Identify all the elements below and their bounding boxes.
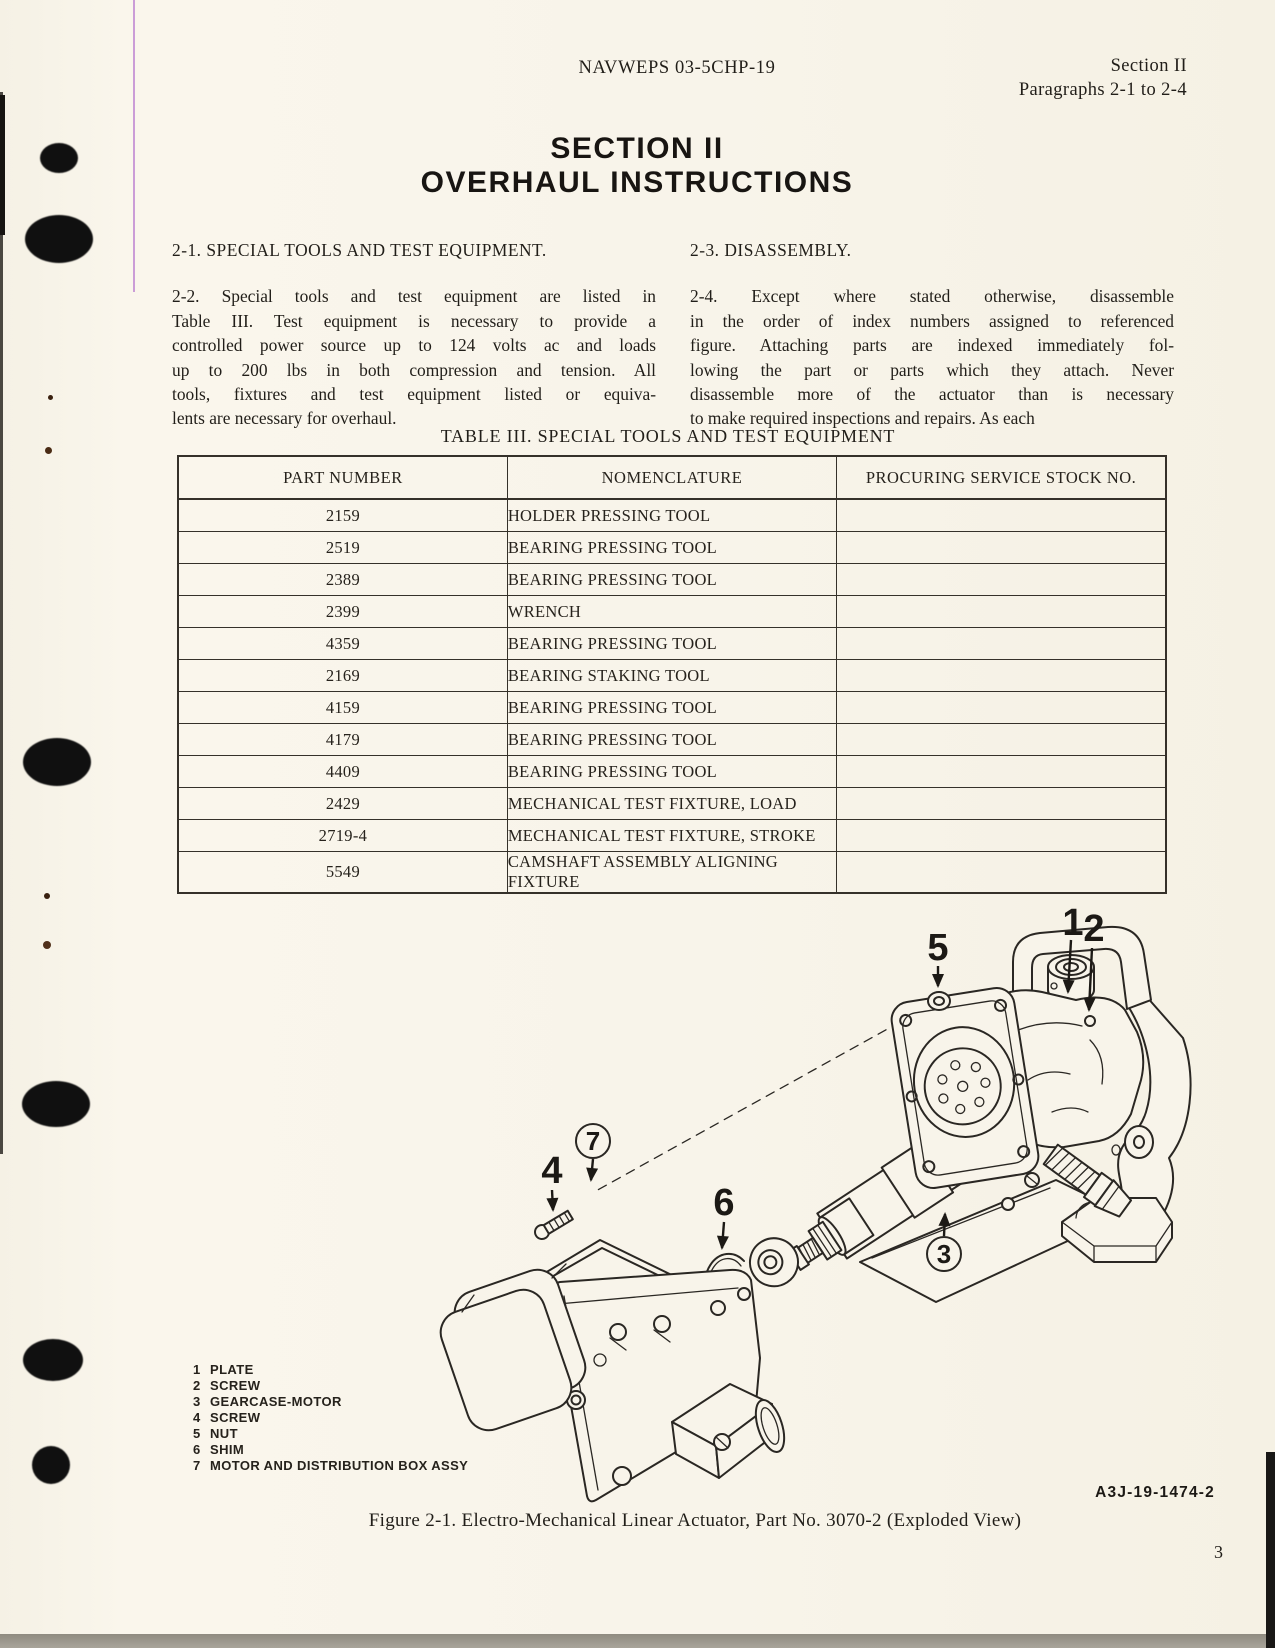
- part-number-cell: 2429: [178, 788, 507, 820]
- table-header-row: [178, 456, 1166, 499]
- scan-edge-mark: [0, 92, 3, 1154]
- paragraph-range: Paragraphs 2-1 to 2-4: [1018, 80, 1187, 100]
- nomenclature-cell: BEARING PRESSING TOOL: [507, 692, 836, 724]
- stock-no-cell: [837, 596, 1166, 628]
- legend-item-number: 3: [193, 1394, 201, 1409]
- legend-item: [193, 1458, 468, 1474]
- paragraph-line: Table III. Test equipment is necessary to provide a: [172, 310, 656, 331]
- legend-item-label: SHIM: [210, 1442, 245, 1457]
- legend-item-number: 4: [193, 1410, 201, 1425]
- screw-drawing: [532, 1209, 573, 1242]
- legend-item: [193, 1442, 468, 1458]
- table-title: TABLE III. SPECIAL TOOLS AND TEST EQUIPMENT: [440, 426, 896, 446]
- nomenclature-cell: BEARING PRESSING TOOL: [507, 564, 836, 596]
- part-number-cell: 2519: [178, 532, 507, 564]
- table-row: [178, 788, 1166, 820]
- part-number-cell: 2719-4: [178, 820, 507, 852]
- paragraph-line: up to 200 lbs in both compression and tension. All: [172, 359, 656, 380]
- section-title-line2: OVERHAUL INSTRUCTIONS: [420, 166, 854, 199]
- nut-drawing: [928, 992, 950, 1010]
- binder-hole-mark: [25, 215, 93, 263]
- document-number: NAVWEPS 03-5CHP-19: [578, 58, 776, 78]
- table-row: [178, 724, 1166, 756]
- special-tools-table: [177, 455, 1167, 894]
- part-number-cell: 2169: [178, 660, 507, 692]
- stock-no-cell: [837, 756, 1166, 788]
- left-column: [172, 238, 656, 431]
- nomenclature-cell: BEARING PRESSING TOOL: [507, 724, 836, 756]
- scan-bottom-edge: [0, 1634, 1275, 1648]
- part-number-cell: 2399: [178, 596, 507, 628]
- paragraph-2-2: [172, 284, 656, 430]
- legend-item: [193, 1394, 468, 1410]
- callout-1-number: 1: [1062, 902, 1084, 944]
- stock-no-cell: [837, 660, 1166, 692]
- paragraph-line: 2-4. Except where stated otherwise, disassemble: [690, 286, 1174, 307]
- part-number-cell: 4359: [178, 628, 507, 660]
- scan-speck: [48, 395, 53, 400]
- nomenclature-cell: BEARING PRESSING TOOL: [507, 628, 836, 660]
- legend-item-label: SCREW: [210, 1410, 261, 1425]
- stock-no-cell: [837, 692, 1166, 724]
- scan-edge-mark: [0, 95, 5, 235]
- column-header-stock-no: PROCURING SERVICE STOCK NO.: [837, 456, 1166, 499]
- table-row: [178, 820, 1166, 852]
- paragraph-2-3-heading: 2-3. DISASSEMBLY.: [690, 240, 852, 260]
- scan-speck: [45, 447, 52, 454]
- paragraph-line: lowing the part or parts which they attach. Never: [690, 359, 1174, 380]
- stock-no-cell: [837, 564, 1166, 596]
- stock-no-cell: [837, 820, 1166, 852]
- paragraph-line: lents are necessary for overhaul.: [172, 408, 397, 429]
- table-row: [178, 660, 1166, 692]
- section-title: [137, 132, 1137, 200]
- part-number-cell: 2389: [178, 564, 507, 596]
- column-header-nomenclature: NOMENCLATURE: [507, 456, 836, 499]
- paragraph-2-1-heading: 2-1. SPECIAL TOOLS AND TEST EQUIPMENT.: [172, 240, 547, 260]
- legend-item: [193, 1410, 468, 1426]
- callout-7: [576, 1124, 610, 1180]
- paragraph-line: 2-2. Special tools and test equipment are listed in: [172, 286, 656, 307]
- legend-item-label: SCREW: [210, 1378, 261, 1393]
- part-number-cell: 4179: [178, 724, 507, 756]
- stock-no-cell: [837, 724, 1166, 756]
- figure-legend: [193, 1362, 468, 1474]
- legend-item-number: 1: [193, 1362, 201, 1377]
- part-number-cell: 2159: [178, 499, 507, 532]
- callout-4: [541, 1150, 562, 1210]
- scan-right-edge: [1266, 1452, 1275, 1648]
- legend-item-number: 2: [193, 1378, 201, 1393]
- right-column: [690, 238, 1174, 431]
- nomenclature-cell: BEARING STAKING TOOL: [507, 660, 836, 692]
- figure-caption: Figure 2-1. Electro-Mechanical Linear Actuator, Part No. 3070-2 (Exploded View): [368, 1510, 1022, 1531]
- stock-no-cell: [837, 532, 1166, 564]
- scan-speck: [44, 893, 50, 899]
- paragraph-line: in the order of index numbers assigned to referenced: [690, 310, 1174, 331]
- paragraph-line: controlled power source up to 124 volts ac and loads: [172, 335, 656, 356]
- callout-2-number: 2: [1083, 908, 1105, 950]
- binder-hole-mark: [32, 1446, 70, 1484]
- section-label: Section II: [1110, 56, 1187, 76]
- nomenclature-cell: HOLDER PRESSING TOOL: [507, 499, 836, 532]
- stock-no-cell: [837, 499, 1166, 532]
- drawing-id: A3J-19-1474-2: [1095, 1484, 1215, 1501]
- legend-item-number: 7: [193, 1458, 201, 1473]
- callout-4-number: 4: [541, 1150, 563, 1192]
- paragraph-line: disassemble more of the actuator than is necessary: [690, 384, 1174, 405]
- table-row: [178, 628, 1166, 660]
- binder-hole-mark: [22, 1081, 90, 1127]
- part-number-cell: 4409: [178, 756, 507, 788]
- part-number-cell: 5549: [178, 852, 507, 894]
- legend-item: [193, 1362, 468, 1378]
- legend-item-label: NUT: [210, 1426, 238, 1441]
- page-number: 3: [1214, 1542, 1223, 1562]
- callout-6-number: 6: [713, 1182, 735, 1224]
- header-section-ref: [1019, 54, 1187, 102]
- legend-item-label: PLATE: [210, 1362, 254, 1377]
- binder-hole-mark: [23, 738, 91, 786]
- stock-no-cell: [837, 628, 1166, 660]
- binder-hole-mark: [23, 1339, 83, 1381]
- legend-item: [193, 1378, 468, 1394]
- table-row: [178, 499, 1166, 532]
- legend-item-number: 5: [193, 1426, 201, 1441]
- callout-6: [713, 1182, 734, 1248]
- binder-hole-mark: [40, 143, 78, 173]
- callout-5-number: 5: [927, 927, 949, 969]
- callout-3-number: 3: [936, 1239, 952, 1269]
- nomenclature-cell: MECHANICAL TEST FIXTURE, STROKE: [507, 820, 836, 852]
- table-row: [178, 564, 1166, 596]
- callout-7-number: 7: [585, 1126, 601, 1156]
- table-row: [178, 532, 1166, 564]
- part-number-cell: 4159: [178, 692, 507, 724]
- nomenclature-cell: MECHANICAL TEST FIXTURE, LOAD: [507, 788, 836, 820]
- column-header-part-number: PART NUMBER: [178, 456, 507, 499]
- stock-no-cell: [837, 788, 1166, 820]
- paragraph-line: to make required inspections and repairs. As each: [690, 408, 1035, 429]
- legend-item-label: MOTOR AND DISTRIBUTION BOX ASSY: [210, 1458, 469, 1473]
- legend-item: [193, 1426, 468, 1442]
- legend-item-number: 6: [193, 1442, 201, 1457]
- callout-5: [927, 927, 948, 986]
- table-row: [178, 692, 1166, 724]
- section-title-line1: SECTION II: [550, 132, 724, 165]
- table-row: [178, 596, 1166, 628]
- scan-speck: [43, 941, 51, 949]
- paragraph-2-4: [690, 284, 1174, 430]
- paragraph-line: tools, fixtures and test equipment listed or equiva-: [172, 384, 656, 405]
- nomenclature-cell: BEARING PRESSING TOOL: [507, 532, 836, 564]
- paragraph-line: figure. Attaching parts are indexed immediately fol-: [690, 335, 1174, 356]
- scan-line-artifact: [133, 0, 135, 292]
- nomenclature-cell: CAMSHAFT ASSEMBLY ALIGNING FIXTURE: [507, 852, 836, 894]
- assembly-axis-dashed-line: [594, 1022, 900, 1192]
- nomenclature-cell: WRENCH: [507, 596, 836, 628]
- nomenclature-cell: BEARING PRESSING TOOL: [507, 756, 836, 788]
- legend-item-label: GEARCASE-MOTOR: [210, 1394, 342, 1409]
- table-row: [178, 756, 1166, 788]
